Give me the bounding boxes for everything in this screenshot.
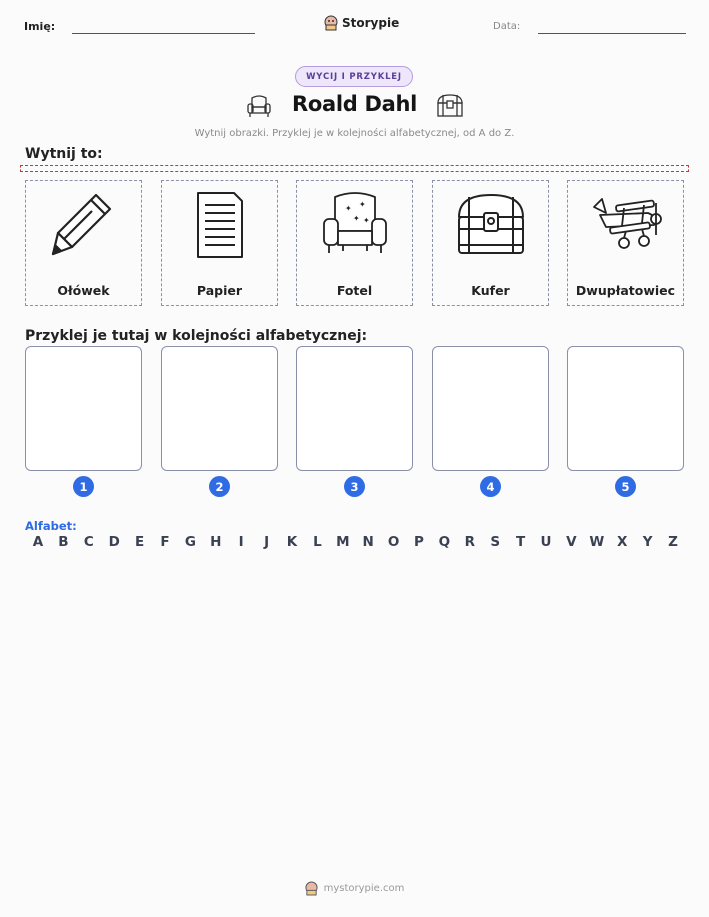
alphabet-label: Alfabet: [25, 519, 77, 533]
slot-number-badge: 3 [344, 476, 365, 497]
alphabet-letter: H [210, 534, 222, 550]
alphabet-letter: R [464, 534, 475, 550]
page-title: Roald Dahl [291, 92, 418, 116]
alphabet-letter: M [336, 534, 350, 550]
alphabet-letter: B [58, 534, 69, 550]
alphabet-letter: T [515, 534, 526, 550]
cut-card-dwuplatowiec[interactable] [567, 180, 684, 306]
card-label: Fotel [336, 283, 373, 298]
alphabet-letter: X [616, 534, 628, 550]
alphabet-letter: C [83, 534, 94, 550]
name-label: Imię: [24, 20, 56, 33]
alphabet-letter: P [414, 534, 424, 550]
pencil-icon [44, 189, 124, 264]
date-line[interactable] [538, 33, 686, 34]
brand-name: Storypie [342, 16, 400, 30]
svg-text:✦: ✦ [362, 216, 370, 225]
paper-icon [180, 189, 260, 264]
svg-text:✦: ✦ [358, 200, 366, 209]
activity-badge: WYCIJ I PRZYKLEJ [295, 66, 413, 87]
paste-slot-5[interactable] [567, 346, 684, 471]
instructions: Wytnij obrazki. Przyklej je w kolejności alfabetycznej, od A do Z. [194, 128, 515, 139]
storypie-mascot-icon [324, 15, 338, 31]
footer [0, 881, 709, 896]
card-label: Ołówek [57, 283, 110, 298]
svg-text:✦: ✦ [352, 214, 360, 223]
alphabet-letter: J [264, 534, 270, 550]
paste-heading: Przyklej je tutaj w kolejności alfabetycznej: [25, 328, 368, 344]
alphabet-letter: G [184, 534, 196, 550]
alphabet-letter: K [286, 534, 298, 550]
svg-text:✦: ✦ [344, 204, 352, 213]
alphabet-letter: O [387, 534, 400, 550]
storypie-mascot-icon [305, 881, 318, 896]
cut-card-kufer[interactable] [432, 180, 549, 306]
alphabet-letter: V [566, 534, 577, 550]
slot-number-badge: 1 [73, 476, 94, 497]
cut-line [20, 165, 689, 172]
treasure-chest-icon [435, 92, 465, 120]
alphabet-letter: U [540, 534, 552, 550]
cut-card-papier[interactable] [161, 180, 278, 306]
name-line[interactable] [72, 33, 255, 34]
alphabet-letter: E [134, 534, 145, 550]
cut-card-olowek[interactable] [25, 180, 142, 306]
alphabet-letter: F [160, 534, 170, 550]
cut-heading: Wytnij to: [25, 146, 103, 162]
alphabet-letter: Y [642, 534, 653, 550]
card-label: Dwupłatowiec [575, 283, 676, 298]
cut-card-fotel[interactable] [296, 180, 413, 306]
brand-logo [324, 14, 399, 32]
paste-slot-2[interactable] [161, 346, 278, 471]
paste-slot-3[interactable] [296, 346, 413, 471]
date-label: Data: [493, 21, 521, 32]
slot-number-badge: 2 [209, 476, 230, 497]
alphabet-letter: Z [668, 534, 678, 550]
alphabet-letter: S [490, 534, 501, 550]
alphabet-letter: A [32, 534, 44, 550]
slot-number-badge: 4 [480, 476, 501, 497]
alphabet-letter: Q [438, 534, 451, 550]
alphabet-letter: N [362, 534, 374, 550]
alphabet-letter: L [313, 534, 322, 550]
slot-number-badge: 5 [615, 476, 636, 497]
alphabet-letter: W [589, 534, 605, 550]
footer-url[interactable]: mystorypie.com [323, 883, 405, 894]
paste-slot-4[interactable] [432, 346, 549, 471]
alphabet-letter: I [238, 534, 244, 550]
biplane-icon [586, 189, 666, 264]
card-label: Kufer [471, 283, 510, 298]
armchair-icon [315, 189, 395, 264]
treasure-chest-icon [451, 189, 531, 264]
card-label: Papier [196, 283, 243, 298]
alphabet-letter: D [108, 534, 120, 550]
paste-slot-1[interactable] [25, 346, 142, 471]
